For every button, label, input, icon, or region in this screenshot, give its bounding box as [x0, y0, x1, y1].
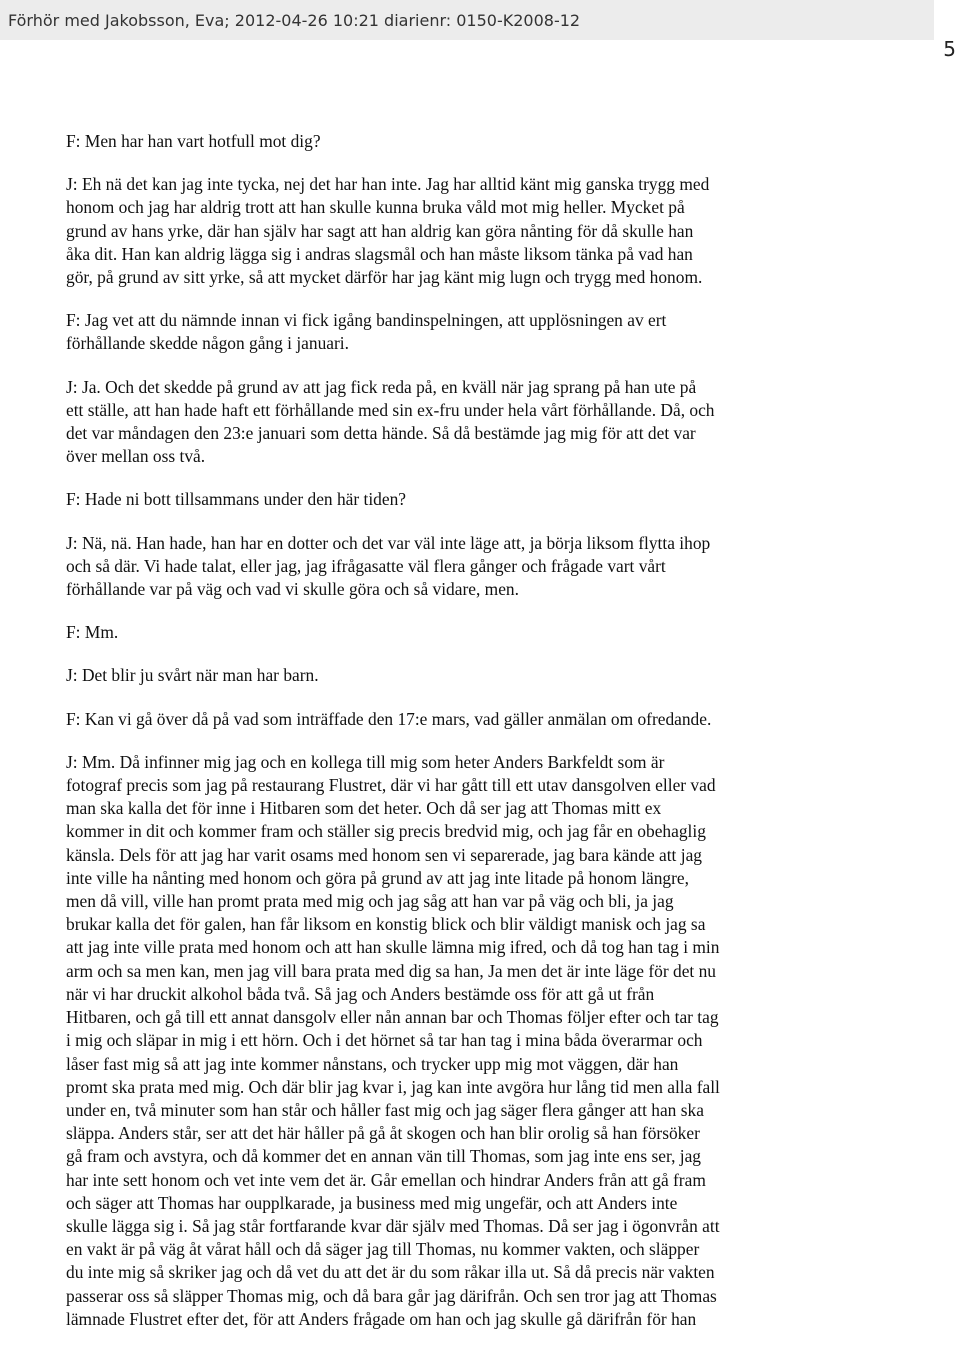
- transcript-line: brukar kalla det för galen, han får liksom en konstig blick och blir väldigt manisk och jag sa: [66, 914, 706, 935]
- transcript-paragraph: [66, 532, 946, 602]
- transcript-line: J: Eh nä det kan jag inte tycka, nej det har han inte. Jag har alltid känt mig ganska trygg med: [66, 174, 710, 195]
- transcript-line: och så där. Vi hade talat, eller jag, jag ifrågasatte väl flera gånger och frågade vart vårt: [66, 555, 666, 576]
- transcript-line: J: Mm. Då infinner mig jag och en kollega till mig som heter Anders Barkfeldt som är: [66, 751, 665, 772]
- transcript-line: under en, två minuter som han står och håller fast mig och jag säger flera gånger att han ska: [66, 1099, 704, 1120]
- transcript-line: att jag inte ville prata med honom och att han skulle lämna mig ifred, och då tog han tag i min: [66, 937, 720, 958]
- transcript-line: fotograf precis som jag på restaurang Flustret, där vi har gått till ett utav dansgolven eller vad: [66, 775, 716, 796]
- transcript-line: förhållande var på väg och vad vi skulle göra och så vidare, men.: [66, 579, 519, 600]
- transcript-line: F: Men har han vart hotfull mot dig?: [66, 131, 321, 151]
- transcript-paragraph: [66, 708, 946, 731]
- transcript-line: men då vill, ville han promt prata med mig och jag såg att han var på väg och bli, ja jag: [66, 891, 674, 912]
- transcript-line: och säger att Thomas har oupplkarade, ja business med mig ungefär, och att Anders inte: [66, 1192, 678, 1213]
- transcript-line: F: Jag vet att du nämnde innan vi fick igång bandinspelningen, att upplösningen av ert: [66, 310, 667, 331]
- transcript-line: F: Kan vi gå över då på vad som inträffade den 17:e mars, vad gäller anmälan om ofredande.: [66, 708, 712, 729]
- transcript-line: låser fast mig så att jag inte kommer nånstans, och trycker upp mig mot väggen, där han: [66, 1053, 679, 1074]
- transcript-line: F: Hade ni bott tillsammans under den här tiden?: [66, 489, 407, 510]
- transcript-line: känsla. Dels för att jag har varit osams med honom sen vi separerade, jag bara kände att jag: [66, 844, 702, 865]
- transcript-line: inte ville ha nånting med honom och göra på grund av att jag inte litade på honom längre,: [66, 867, 689, 888]
- transcript-line: J: Det blir ju svårt när man har barn.: [66, 665, 319, 686]
- transcript-paragraph: [66, 309, 946, 355]
- transcript-line: gör, på grund av sitt yrke, så att mycket därför har jag känt mig lugn och trygg med honom.: [66, 267, 703, 288]
- transcript-paragraph: [66, 173, 946, 289]
- transcript-paragraph: [66, 664, 946, 687]
- transcript-line: man ska kalla det för inne i Hitbaren som det heter. Och då ser jag att Thomas mitt ex: [66, 798, 662, 819]
- transcript-line: när vi har druckit alkohol båda två. Så jag och Anders bestämde oss för att gå ut från: [66, 983, 655, 1004]
- header-title: Förhör med Jakobsson, Eva; 2012-04-26 10:21 diarienr: 0150-K2008-12: [8, 11, 581, 30]
- transcript-line: åka dit. Han kan aldrig lägga sig i andras slagsmål och han måste liksom tänka på vad han: [66, 243, 693, 264]
- transcript-line: J: Nä, nä. Han hade, han har en dotter och det var väl inte läge att, ja börja liksom flytta ihop: [66, 532, 711, 553]
- transcript-paragraph: [66, 751, 946, 1331]
- transcript-line: det var måndagen den 23:e januari som detta hände. Så då bestämde jag mig för att det var: [66, 423, 696, 444]
- transcript-line: gå fram och avstyra, och då kommer det en annan vän till Thomas, som jag inte ens ser, jag: [66, 1146, 702, 1167]
- transcript-paragraph: [66, 376, 946, 469]
- transcript-line: släppa. Anders står, ser att det här håller på gå åt skogen och han blir orolig så han försöker: [66, 1123, 700, 1144]
- transcript-line: i mig och släpar in mig i ett hörn. Och i det hörnet så tar han tag i mina båda överarmar och: [66, 1030, 703, 1051]
- transcript-line: över mellan oss två.: [66, 446, 206, 467]
- transcript-line: ett ställe, att han hade haft ett förhållande med sin ex-fru under hela vårt förhållande. Då, och: [66, 399, 715, 420]
- transcript-line: promt ska prata med mig. Och där blir jag kvar i, jag kan inte avgöra hur lång tid men alla fall: [66, 1076, 720, 1097]
- transcript-line: F: Mm.: [66, 622, 119, 643]
- transcript-line: arm och sa men kan, men jag vill bara prata med dig sa han, Ja men det är inte läge för det nu: [66, 960, 716, 981]
- transcript-line: förhållande skedde någon gång i januari.: [66, 333, 349, 354]
- document-header: [0, 0, 934, 40]
- transcript-line: du inte mig så skriker jag och då vet du att det är du som råkar illa ut. Så då precis när vakten: [66, 1262, 715, 1283]
- transcript-paragraph: [66, 130, 946, 153]
- transcript-line: en vakt är på väg åt vårat håll och då säger jag till Thomas, nu kommer vakten, och släpper: [66, 1239, 700, 1260]
- transcript-line: kommer in dit och kommer fram och ställer sig precis bredvid mig, och jag får en obehaglig: [66, 821, 706, 842]
- transcript-line: passerar oss så släpper Thomas mig, och då bara går jag därifrån. Och sen tror jag att Thomas: [66, 1285, 717, 1306]
- transcript-line: skulle lägga sig i. Så jag står fortfarande kvar där själv med Thomas. Då ser jag i ögonvrån att: [66, 1215, 720, 1236]
- transcript-line: Hitbaren, och gå till ett annat dansgolv eller nån annan bar och Thomas följer efter och tar tag: [66, 1007, 719, 1028]
- transcript-line: J: Ja. Och det skedde på grund av att jag fick reda på, en kväll när jag sprang på han ute på: [66, 376, 697, 397]
- transcript-paragraph: [66, 621, 946, 644]
- transcript-line: lämnade Flustret efter det, för att Anders frågade om han och jag skulle gå därifrån för han: [66, 1308, 697, 1329]
- transcript-line: honom och jag har aldrig trott att han skulle kunna bruka våld mot mig heller. Mycket på: [66, 197, 685, 218]
- interrogation-transcript: [66, 130, 946, 1351]
- transcript-line: grund av hans yrke, där han själv har sagt att han aldrig kan göra nånting för då skulle han: [66, 220, 694, 241]
- transcript-paragraph: [66, 488, 946, 511]
- page-number: 5: [943, 37, 956, 61]
- transcript-line: har inte sett honom och vet inte vem det är. Går emellan och hindrar Anders från att gå fram: [66, 1169, 706, 1190]
